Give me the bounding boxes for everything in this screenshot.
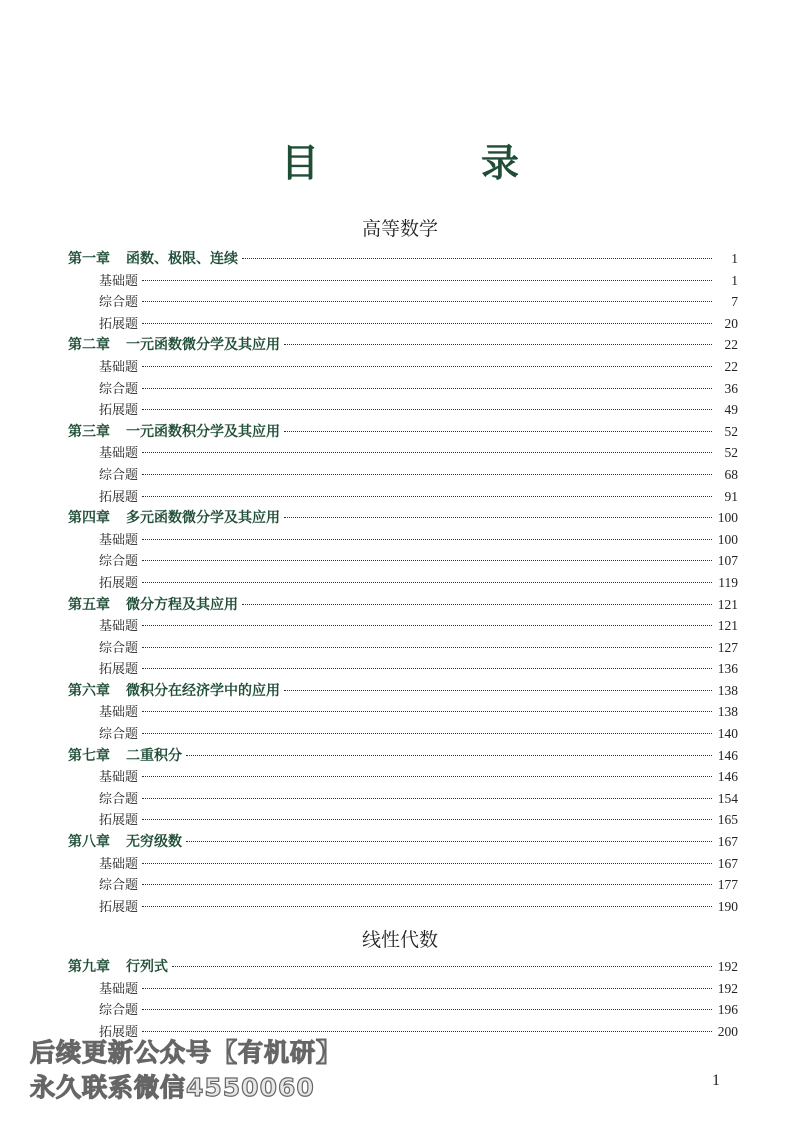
page-ref: 119 (718, 574, 738, 590)
toc-chapter-row[interactable] (68, 956, 738, 978)
dot-leader (142, 884, 712, 885)
dot-leader (142, 409, 712, 410)
page-ref: 100 (717, 531, 738, 547)
page-ref: 192 (717, 959, 738, 974)
chapter-number: 第六章 (68, 682, 110, 699)
toc-sub-row[interactable] (68, 978, 738, 1000)
chapter-name: 微分方程及其应用 (126, 596, 238, 613)
toc-chapter-row[interactable] (68, 594, 738, 616)
page-ref: 138 (717, 704, 738, 720)
toc-chapter-row[interactable] (68, 507, 738, 529)
dot-leader (142, 647, 712, 648)
page-ref: 167 (717, 834, 738, 850)
page-ref: 121 (717, 618, 738, 634)
dot-leader (142, 776, 712, 777)
chapter-number: 第一章 (68, 251, 110, 267)
page-ref: 138 (717, 682, 738, 698)
page-ref: 1 (731, 251, 738, 266)
page-ref: 192 (717, 980, 738, 996)
toc-sub-row[interactable] (68, 853, 738, 875)
sub-name: 基础题 (99, 446, 139, 462)
page-ref: 20 (724, 315, 738, 331)
dot-leader (142, 1009, 712, 1010)
toc-sub-row[interactable] (68, 788, 738, 810)
dot-leader (142, 366, 712, 367)
section-title-linear-algebra: 线性代数 (361, 929, 438, 951)
toc-chapter-row[interactable] (68, 421, 738, 443)
chapter-number: 第九章 (68, 959, 110, 975)
toc-sub-row[interactable] (68, 399, 738, 421)
dot-leader (142, 560, 712, 561)
toc-sub-row[interactable] (68, 313, 738, 335)
watermark-line-2: 永久联系微信4550060 (30, 1073, 315, 1102)
toc-sub-row[interactable] (68, 701, 738, 723)
page-ref: 177 (717, 877, 738, 893)
dot-leader (186, 841, 712, 842)
toc-sub-row[interactable] (68, 486, 738, 508)
page-ref: 100 (717, 510, 738, 526)
dot-leader (142, 711, 712, 712)
sub-name: 拓展题 (99, 403, 139, 419)
chapter-number: 第五章 (68, 596, 110, 613)
dot-leader (142, 798, 712, 799)
toc-sub-row[interactable] (68, 572, 738, 594)
toc-sub-row[interactable] (68, 658, 738, 680)
toc-sub-row[interactable] (68, 809, 738, 831)
chapter-name: 行列式 (126, 959, 168, 975)
sub-name: 拓展题 (99, 575, 139, 591)
dot-leader (284, 431, 712, 432)
sub-name: 综合题 (99, 727, 139, 743)
dot-leader (142, 668, 712, 669)
chapter-name: 一元函数积分学及其应用 (126, 423, 280, 440)
dot-leader (186, 755, 712, 756)
dot-leader (284, 344, 712, 345)
dot-leader (142, 733, 712, 734)
dot-leader (142, 301, 712, 302)
toc-chapter-row[interactable] (68, 745, 738, 767)
page-ref: 140 (717, 726, 738, 742)
page-number: 1 (712, 1072, 720, 1089)
toc-sub-row[interactable] (68, 550, 738, 572)
page-ref: 196 (717, 1002, 738, 1018)
chapter-name: 一元函数微分学及其应用 (126, 337, 280, 354)
sub-name: 基础题 (99, 532, 139, 548)
sub-name: 拓展题 (99, 1024, 139, 1040)
chapter-number: 第四章 (68, 510, 110, 527)
watermark-line-1: 后续更新公众号【有机研】 (30, 1038, 343, 1067)
dot-leader (142, 1031, 712, 1032)
sub-name: 综合题 (99, 295, 139, 311)
page-ref: 136 (717, 661, 738, 677)
sub-name: 基础题 (99, 619, 139, 635)
toc-chapter-row[interactable] (68, 248, 738, 270)
dot-leader (142, 474, 712, 475)
toc-chapter-row[interactable] (68, 680, 738, 702)
sub-name: 拓展题 (99, 316, 139, 332)
dot-leader (142, 988, 712, 989)
dot-leader (142, 388, 712, 389)
dot-leader (142, 819, 712, 820)
page-ref: 22 (724, 337, 738, 353)
sub-name: 拓展题 (99, 899, 139, 915)
toc-chapter-row[interactable] (68, 831, 738, 853)
dot-leader (284, 517, 712, 518)
toc-chapter-row[interactable] (68, 334, 738, 356)
toc-sub-row[interactable] (68, 723, 738, 745)
toc-sub-row[interactable] (68, 896, 738, 918)
chapter-number: 第八章 (68, 834, 110, 851)
dot-leader (142, 452, 712, 453)
page-ref: 107 (717, 553, 738, 569)
dot-leader (142, 625, 712, 626)
page-ref: 36 (724, 380, 738, 396)
dot-leader (142, 539, 712, 540)
page-ref: 52 (724, 423, 738, 439)
page-ref: 22 (724, 358, 738, 374)
sub-name: 综合题 (99, 640, 139, 656)
chapter-name: 函数、极限、连续 (126, 251, 238, 267)
toc-sub-row[interactable] (68, 637, 738, 659)
page-ref: 146 (717, 769, 738, 785)
toc-sub-row[interactable] (68, 442, 738, 464)
page-ref: 52 (724, 445, 738, 461)
chapter-name: 无穷级数 (126, 834, 182, 851)
chapter-number: 第三章 (68, 423, 110, 440)
sub-name: 基础题 (99, 981, 139, 997)
dot-leader (284, 690, 712, 691)
page-ref: 7 (731, 294, 738, 310)
chapter-name: 多元函数微分学及其应用 (126, 510, 280, 527)
page-ref: 154 (717, 790, 738, 806)
toc-sub-row[interactable] (68, 874, 738, 896)
page-ref: 165 (717, 812, 738, 828)
sub-name: 基础题 (99, 856, 139, 872)
page-ref: 146 (717, 747, 738, 763)
dot-leader (242, 258, 712, 259)
dot-leader (142, 863, 712, 864)
toc-sub-row[interactable] (68, 356, 738, 378)
sub-name: 基础题 (99, 770, 139, 786)
sub-name: 基础题 (99, 359, 139, 375)
dot-leader (142, 323, 712, 324)
chapter-number: 第二章 (68, 337, 110, 354)
page-ref: 167 (717, 855, 738, 871)
dot-leader (242, 604, 712, 605)
sub-name: 拓展题 (99, 489, 139, 505)
section-title-calculus: 高等数学 (361, 218, 438, 240)
dot-leader (142, 496, 712, 497)
dot-leader (142, 582, 712, 583)
toc-sub-row[interactable] (68, 378, 738, 400)
page-ref: 49 (724, 402, 738, 418)
sub-name: 综合题 (99, 467, 139, 483)
dot-leader (142, 280, 712, 281)
toc-sub-row[interactable] (68, 464, 738, 486)
toc-sub-row[interactable] (68, 615, 738, 637)
sub-name: 拓展题 (99, 662, 139, 678)
sub-name: 基础题 (99, 705, 139, 721)
toc-linear-algebra (68, 956, 738, 1042)
sub-name: 综合题 (99, 381, 139, 397)
toc-sub-row[interactable] (68, 999, 738, 1021)
sub-name: 拓展题 (99, 813, 139, 829)
sub-name: 综合题 (99, 554, 139, 570)
page-ref: 121 (717, 596, 738, 612)
toc-sub-row[interactable] (68, 270, 738, 292)
sub-name: 综合题 (99, 791, 139, 807)
dot-leader (172, 966, 712, 967)
toc-sub-row[interactable] (68, 529, 738, 551)
page-title: 目 录 (280, 141, 581, 185)
sub-name: 基础题 (99, 273, 139, 289)
toc-sub-row[interactable] (68, 291, 738, 313)
page-ref: 1 (731, 272, 738, 288)
page-ref: 190 (717, 898, 738, 914)
dot-leader (142, 906, 712, 907)
chapter-name: 二重积分 (126, 747, 182, 764)
toc-sub-row[interactable] (68, 766, 738, 788)
page-ref: 200 (717, 1023, 738, 1039)
chapter-name: 微积分在经济学中的应用 (126, 682, 280, 699)
page-ref: 91 (724, 488, 738, 504)
page-ref: 68 (724, 466, 738, 482)
page-ref: 127 (717, 639, 738, 655)
sub-name: 综合题 (99, 878, 139, 894)
chapter-number: 第七章 (68, 747, 110, 764)
sub-name: 综合题 (99, 1003, 139, 1019)
toc-calculus (68, 248, 738, 917)
